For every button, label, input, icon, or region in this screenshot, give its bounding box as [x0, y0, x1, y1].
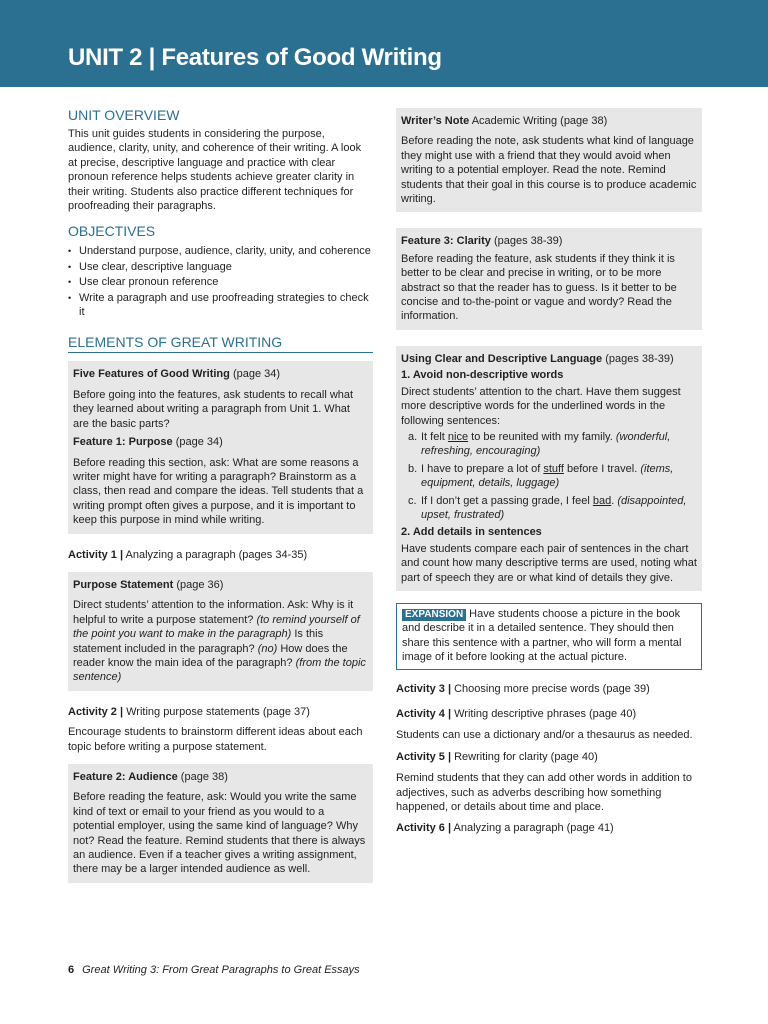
right-column — [396, 108, 702, 836]
clear-language-heading: Using Clear and Descriptive Language (pages 38-39) — [401, 352, 674, 365]
expansion-tag: EXPANSION — [402, 609, 466, 621]
activity3-line: Activity 3 | Choosing more precise words (page 39) — [396, 682, 650, 695]
clear-language-box — [396, 346, 702, 591]
feature2-text: Before reading the feature, ask: Would you write the same kind of text or email to your friend as you would to a potential employer, using the same kind of language? Why not? Read the feature. Remind students that there is always an audience. Even if a teacher gives a writing assignment, there may be a larger intended audience as well. — [73, 791, 366, 876]
activity1-line: Activity 1 | Analyzing a paragraph (pages 34-35) — [68, 548, 308, 561]
writers-note-box — [396, 108, 702, 212]
activity2-text: Encourage students to brainstorm different ideas about each topic before writing a purpose statement. — [68, 726, 363, 753]
feature1-text: Before reading this section, ask: What are some reasons a writer might have for writing a paragraph? Brainstorm as a class, then read and compare the ideas. Tell students that a writing prompt often gives a purpose, and it is important to keep this purpose in mind while writing. — [73, 456, 364, 527]
unit-overview-text: This unit guides students in considering the purpose, audience, clarity, unity, and coherence of their writing. A look at precise, descriptive language and practice with clear pronoun reference helps students achieve greater clarity in their writing. Students also practice different techniques for proofreading their paragraphs. — [68, 128, 362, 213]
example-sentence: c. If I don’t get a passing grade, I feel bad. (disappointed, upset, frustrated) — [408, 494, 687, 521]
writers-note-text: Before reading the note, ask students what kind of language they might use with a friend that they would avoid when writing to a potential employer. Read the note. Remind students that their goal in this course is to produce academic writing. — [401, 135, 697, 206]
writers-note-heading: Writer’s Note Academic Writing (page 38) — [401, 115, 608, 127]
feature2-heading: Feature 2: Audience (page 38) — [73, 771, 228, 783]
expansion-box — [396, 603, 702, 670]
page-footer — [68, 964, 360, 976]
add-details-subheading: 2. Add details in sentences — [401, 526, 542, 539]
feature3-text: Before reading the feature, ask students if they think it is better to be clear and precise in writing, or to be more abstract so that the reader has to guess. Is it better to be concise and to-the-point or vague and wordy? Read the information. — [401, 252, 677, 323]
objective-item: • Understand purpose, audience, clarity, unity, and coherence — [68, 244, 373, 258]
activity4-text: Students can use a dictionary and/or a thesaurus as needed. — [396, 729, 693, 742]
unit-overview-heading: UNIT OVERVIEW — [68, 107, 180, 123]
activity6-line: Activity 6 | Analyzing a paragraph (page 41) — [396, 822, 614, 835]
unit-banner — [0, 0, 768, 87]
page-number: 6 — [68, 964, 75, 976]
avoid-words-subheading: 1. Avoid non-descriptive words — [401, 369, 564, 382]
example-sentence: a. It felt nice to be reunited with my family. (wonderful, refreshing, encouraging) — [408, 430, 671, 458]
five-features-heading: Five Features of Good Writing (page 34) — [73, 368, 281, 381]
elements-heading: ELEMENTS OF GREAT WRITING — [68, 334, 373, 353]
objective-item: • Write a paragraph and use proofreading strategies to check it — [68, 291, 373, 320]
objective-item: • Use clear pronoun reference — [68, 275, 373, 289]
left-column — [68, 100, 373, 883]
feature1-heading: Feature 1: Purpose (page 34) — [73, 436, 223, 449]
five-features-text: Before going into the features, ask students to recall what they learned about writing a paragraph from Unit 1. What are the basic parts? — [73, 388, 354, 430]
example-sentence: b. I have to prepare a lot of stuff before I travel. (items, equipment, details, luggage) — [408, 462, 674, 490]
activity5-text: Remind students that they can add other words in addition to adjectives, such as adverbs describing how something happened, or details about time and place. — [396, 772, 692, 814]
avoid-words-text: Direct students’ attention to the chart. Have them suggest more descriptive words for the underlined words in the following sentences: — [401, 385, 681, 427]
feature3-heading: Feature 3: Clarity (pages 38-39) — [401, 235, 563, 248]
book-title: Great Writing 3: From Great Paragraphs to Great Essays — [82, 964, 360, 976]
activity5-line: Activity 5 | Rewriting for clarity (page 40) — [396, 750, 598, 763]
clarity-box — [396, 228, 702, 329]
purpose-statement-box — [68, 572, 373, 691]
audience-box — [68, 764, 373, 883]
activity4-line: Activity 4 | Writing descriptive phrases (page 40) — [396, 708, 637, 720]
activity2-line: Activity 2 | Writing purpose statements (page 37) — [68, 705, 310, 718]
objective-item: • Use clear, descriptive language — [68, 260, 373, 274]
expansion-text: EXPANSION Have students choose a picture in the book and describe it in a detailed sentence. They should then share this sentence with a partner, who will form a mental image of it before looking at the actual picture. — [402, 607, 682, 664]
objectives-list — [68, 244, 373, 319]
add-details-text: Have students compare each pair of sentences in the chart and count how many descriptive terms are used, noting what part of speech they are or what kind of details they give. — [401, 542, 697, 584]
purpose-statement-text: Direct students’ attention to the information. Ask: Why is it helpful to write a purpose statement? (to remind yourself of the point you want to make in the paragraph) Is this statement included in the paragraph? (no) How does the reader know the main idea of the paragraph? (from the topic sentence) — [73, 599, 366, 684]
features-box — [68, 361, 373, 533]
unit-title: UNIT 2 | Features of Good Writing — [68, 44, 442, 71]
purpose-statement-heading: Purpose Statement (page 36) — [73, 578, 224, 591]
objectives-heading: OBJECTIVES — [68, 223, 156, 240]
